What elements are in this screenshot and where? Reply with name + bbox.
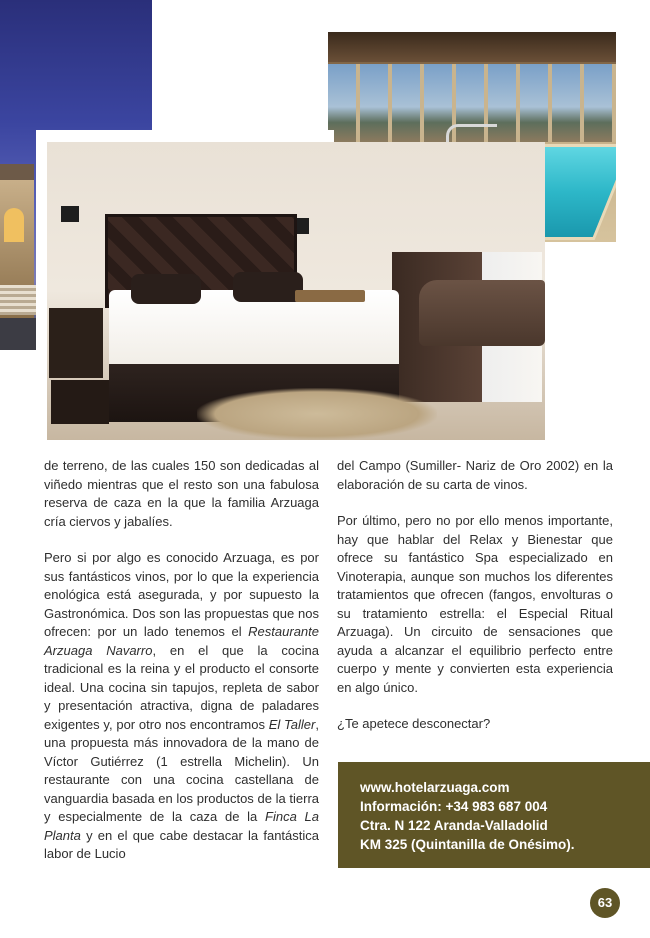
paragraph-gastronomia [44, 549, 319, 864]
pillow-left [131, 274, 201, 304]
breakfast-tray [295, 290, 365, 302]
floor-mat [51, 380, 109, 424]
rug [197, 388, 437, 440]
gastronomia-text-a: Pero si por algo es conocido Arzuaga, es por sus fantásticos vinos, por lo que la experiencia enológica está asegurada, y por supuesto la Gastronómica. Dos son las propuestas que nos ofrecen: por un lado tenemos el [44, 550, 319, 639]
paragraph-sumiller: del Campo (Sumiller- Nariz de Oro 2002) en la elaboración de su carta de vinos. [337, 458, 613, 492]
km-line: KM 325 (Quintanilla de Onésimo). [360, 837, 575, 852]
ceiling-shape [328, 32, 616, 62]
text-column-left [44, 457, 319, 882]
text-column-right [337, 457, 613, 752]
restaurant-name-navarro: Restaurante Arzuaga Navarro [44, 624, 319, 658]
hotel-bedroom-photo [47, 142, 545, 440]
nightstand [49, 308, 103, 378]
gastronomia-text-d: y en el que cabe destacar la fantástica labor de Lucio [44, 827, 319, 861]
chaise-longue [419, 280, 545, 346]
gastronomia-text-c: , una propuesta más innovadora de la mano de Víctor Gutiérrez (1 estrella Michelin). Un restaurante con una cocina castellana de vanguardia basada en los productos de la tierra y especialmente de la caza de la [44, 716, 319, 824]
paragraph-question: ¿Te apetece desconectar? [337, 716, 491, 731]
contact-info-box [338, 762, 650, 868]
restaurant-name-el-taller: El Taller [268, 716, 316, 732]
gastronomia-text-b: , en el que la cocina tradicional es la reina y el producto el consorte ideal. Una cocina sin tapujos, repleta de sabor y presentación atractiva, digna de paladares exigentes y, por otro nos encontramos [44, 642, 319, 732]
pillow-right [233, 272, 303, 302]
page-number-badge: 63 [590, 888, 620, 918]
wall-lamp-left [61, 206, 79, 222]
estate-name-finca-la-planta: Finca La Planta [44, 809, 319, 843]
phone-info: Información: +34 983 687 004 [360, 799, 548, 814]
paragraph-terreno: de terreno, de las cuales 150 son dedicadas al viñedo mientras que el resto son una fabulosa reserva de caza en la que la familia Arzuaga cría ciervos y jabalíes. [44, 458, 319, 529]
address-line: Ctra. N 122 Aranda-Valladolid [360, 818, 548, 833]
paragraph-spa: Por último, pero no por ello menos importante, hay que hablar del Relax y Bienestar que ofrece su fantástico Spa especializado en Vinoterapia, aunque son muchos los diferentes tratamientos que ofrecen (fangos, envolturas o su tratamiento estrella: el Especial Ritual Arzuaga). Un circuito de sensaciones que ayuda a alcanzar el equilibrio perfecto entre cuerpo y mente y convierten esta experiencia en algo único. [337, 513, 613, 695]
website-link[interactable]: www.hotelarzuaga.com [360, 780, 510, 795]
stairs-shape [0, 285, 36, 315]
